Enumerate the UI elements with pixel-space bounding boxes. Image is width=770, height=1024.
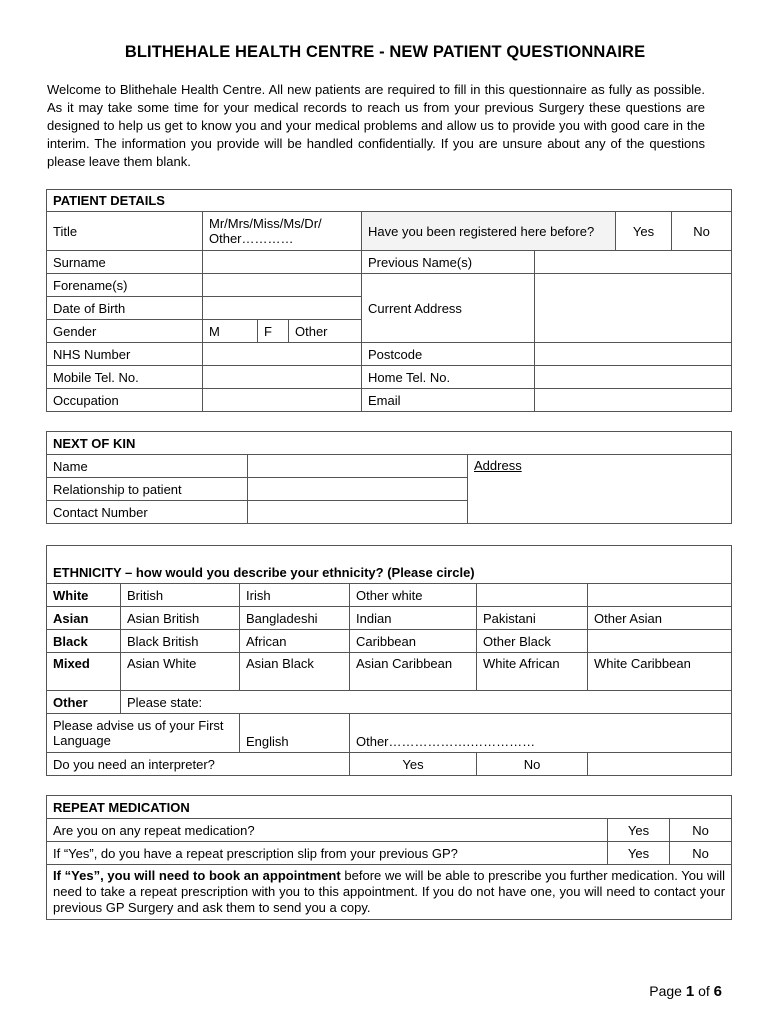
ethnicity-option[interactable]: White Caribbean [588, 653, 732, 691]
ethnicity-other-label: Other [47, 691, 121, 714]
registered-no[interactable]: No [672, 212, 732, 251]
empty-cell [588, 630, 732, 653]
ethnicity-option[interactable]: White African [477, 653, 588, 691]
interpreter-no[interactable]: No [477, 753, 588, 776]
ethnicity-white-label: White [47, 584, 121, 607]
kin-address-label: Address [474, 458, 522, 473]
email-field[interactable] [535, 389, 732, 412]
email-label: Email [362, 389, 535, 412]
ethnicity-option[interactable]: Other white [350, 584, 477, 607]
ethnicity-option[interactable]: African [240, 630, 350, 653]
gender-m[interactable]: M [203, 320, 258, 343]
language-english-option[interactable]: English [240, 714, 350, 753]
empty-cell [588, 753, 732, 776]
kin-contact-label: Contact Number [47, 501, 248, 524]
page-footer [649, 983, 722, 1000]
prescription-slip-no[interactable]: No [670, 842, 732, 865]
language-other-field[interactable]: Other……………….…………… [350, 714, 732, 753]
dob-field[interactable] [203, 297, 362, 320]
gender-other[interactable]: Other [289, 320, 362, 343]
intro-paragraph: Welcome to Blithehale Health Centre. All new patients are required to fill in this questionnaire as fully as possible. As it may take some time for your medical records to reach us from your previous Surgery these questions are designed to help us get to know you and your medical problems and allow us to provide you with good care in the interim. The information you provide will be handled confidentially. If you are unsure about any of the questions please leave them blank. [47, 82, 705, 169]
surname-label: Surname [47, 251, 203, 274]
ethnicity-option[interactable]: British [121, 584, 240, 607]
kin-contact-field[interactable] [248, 501, 468, 524]
nhs-field[interactable] [203, 343, 362, 366]
gender-label: Gender [47, 320, 203, 343]
mobile-field[interactable] [203, 366, 362, 389]
gender-f[interactable]: F [258, 320, 289, 343]
kin-relationship-field[interactable] [248, 478, 468, 501]
prescription-slip-question: If “Yes”, do you have a repeat prescription slip from your previous GP? [47, 842, 608, 865]
forenames-field[interactable] [203, 274, 362, 297]
ethnicity-other-field[interactable]: Please state: [121, 691, 732, 714]
kin-name-label: Name [47, 455, 248, 478]
registered-yes[interactable]: Yes [616, 212, 672, 251]
nhs-label: NHS Number [47, 343, 203, 366]
patient-details-heading: PATIENT DETAILS [47, 190, 732, 212]
title-label: Title [47, 212, 203, 251]
title-options[interactable]: Mr/Mrs/Miss/Ms/Dr/ Other………… [203, 212, 362, 251]
ethnicity-option[interactable]: Irish [240, 584, 350, 607]
medication-note [47, 865, 732, 920]
ethnicity-table [46, 545, 732, 714]
forenames-label: Forename(s) [47, 274, 203, 297]
repeat-medication-yes[interactable]: Yes [608, 819, 670, 842]
medication-note-bold: If “Yes”, you will need to book an appointment [53, 868, 341, 883]
page-total: 6 [713, 983, 722, 1000]
ethnicity-mixed-label: Mixed [47, 653, 121, 691]
patient-details-table [46, 189, 732, 412]
repeat-medication-question: Are you on any repeat medication? [47, 819, 608, 842]
ethnicity-option[interactable]: Asian Caribbean [350, 653, 477, 691]
ethnicity-option[interactable]: Caribbean [350, 630, 477, 653]
ethnicity-asian-label: Asian [47, 607, 121, 630]
medication-note-text: before we will be able to prescribe you further medication. You will need to take a repeat prescription with you to this appointment. If you do not have one, you will need to contact your previous GP Surgery and ask them to send you a copy. [53, 868, 726, 915]
of-label: of [698, 983, 710, 999]
ethnicity-option[interactable]: Asian British [121, 607, 240, 630]
ethnicity-black-label: Black [47, 630, 121, 653]
ethnicity-option[interactable]: Indian [350, 607, 477, 630]
ethnicity-option[interactable]: Black British [121, 630, 240, 653]
kin-address-field[interactable] [468, 455, 732, 524]
ethnicity-option[interactable]: Bangladeshi [240, 607, 350, 630]
next-of-kin-heading: NEXT OF KIN [47, 432, 732, 455]
ethnicity-option[interactable]: Asian White [121, 653, 240, 691]
home-tel-field[interactable] [535, 366, 732, 389]
repeat-medication-no[interactable]: No [670, 819, 732, 842]
kin-name-field[interactable] [248, 455, 468, 478]
empty-cell [477, 584, 588, 607]
interpreter-question: Do you need an interpreter? [47, 753, 350, 776]
ethnicity-option[interactable]: Other Asian [588, 607, 732, 630]
repeat-medication-heading: REPEAT MEDICATION [47, 796, 732, 819]
home-tel-label: Home Tel. No. [362, 366, 535, 389]
current-address-label: Current Address [362, 274, 535, 343]
page-label: Page [649, 983, 682, 999]
page-title: BLITHEHALE HEALTH CENTRE - NEW PATIENT QUESTIONNAIRE [124, 43, 646, 61]
ethnicity-heading: ETHNICITY – how would you describe your ethnicity? (Please circle) [47, 546, 732, 584]
postcode-field[interactable] [535, 343, 732, 366]
previous-names-field[interactable] [535, 251, 732, 274]
dob-label: Date of Birth [47, 297, 203, 320]
page-number: 1 [685, 983, 695, 1000]
occupation-field[interactable] [203, 389, 362, 412]
repeat-medication-table [46, 795, 732, 920]
previous-names-label: Previous Name(s) [362, 251, 535, 274]
empty-cell [588, 584, 732, 607]
ethnicity-option[interactable]: Other Black [477, 630, 588, 653]
kin-relationship-label: Relationship to patient [47, 478, 248, 501]
occupation-label: Occupation [47, 389, 203, 412]
ethnicity-option[interactable]: Asian Black [240, 653, 350, 691]
ethnicity-option[interactable]: Pakistani [477, 607, 588, 630]
first-language-question: Please advise us of your First Language [47, 714, 240, 753]
prescription-slip-yes[interactable]: Yes [608, 842, 670, 865]
interpreter-yes[interactable]: Yes [350, 753, 477, 776]
mobile-label: Mobile Tel. No. [47, 366, 203, 389]
language-table [46, 713, 732, 776]
current-address-field[interactable] [535, 274, 732, 343]
next-of-kin-table [46, 431, 732, 524]
postcode-label: Postcode [362, 343, 535, 366]
surname-field[interactable] [203, 251, 362, 274]
registered-question: Have you been registered here before? [362, 212, 616, 251]
